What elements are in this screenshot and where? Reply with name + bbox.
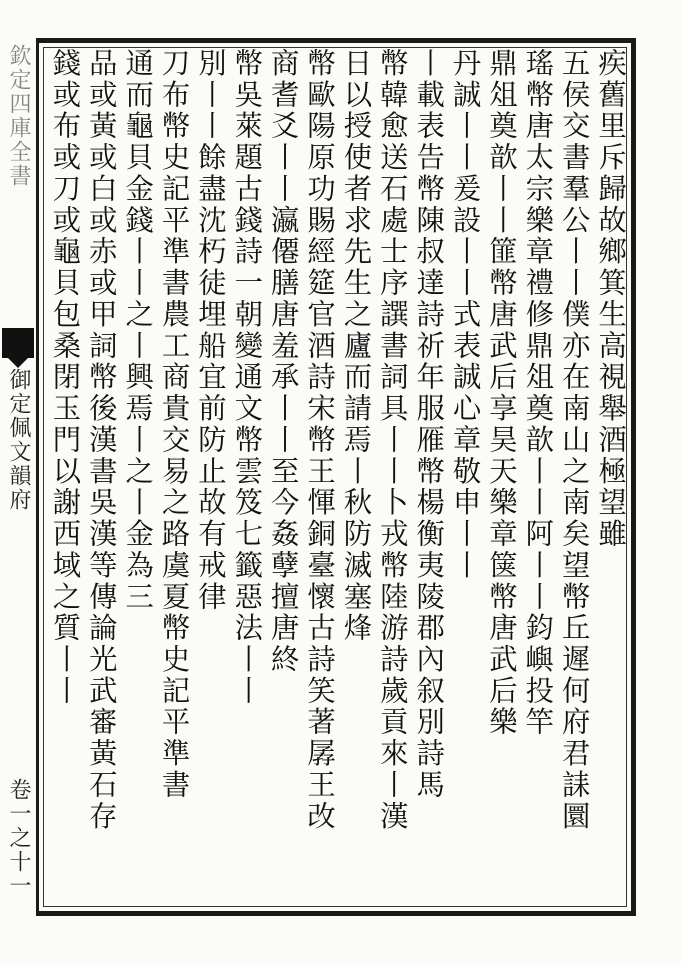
text-column-14: 通而龜貝金錢丨丨之丨興焉丨之丨金為三 — [121, 48, 155, 613]
text-column-2: 五侯交書羣公丨丨僕亦在南山之南矣望幣丘遲何府君誄圜 — [557, 48, 591, 833]
text-column-9: 幣歐陽原功賜經筵官酒詩宋幣王惲銅臺懷古詩笑著孱王改 — [303, 48, 336, 833]
page-number: 卷一之十一 — [6, 778, 31, 898]
book-title: 御定佩文韻府 — [6, 368, 31, 512]
text-column-16: 錢或布或刀或龜貝包桑閉玉門以謝西域之質丨丨 — [48, 48, 82, 707]
text-column-3: 瑤幣唐太宗樂章禮修鼎俎奠歆丨丨阿丨丨鈞嶼投竿 — [521, 48, 555, 739]
text-column-6: 丨載表告幣陳叔達詩祈年服雁幣楊衡夷陵郡內叙別詩馬 — [412, 48, 446, 801]
text-column-8: 日以授使者求先生之廬而請焉丨秋防滅塞烽 — [339, 48, 373, 645]
text-column-15: 品或黃或白或赤或甲詞幣後漢書吳漢等傳論光武審黃石存 — [84, 48, 118, 833]
page-margin — [0, 38, 38, 916]
text-column-4: 鼎俎奠歆丨丨篚幣唐武后享昊天樂章箧幣唐武后樂 — [484, 48, 518, 739]
text-column-12: 別丨丨餘盡沈朽徒埋船宜前防止故有戒律 — [193, 48, 227, 613]
text-column-5: 丹誠丨丨爰設丨丨式表誠心章敬申丨丨 — [448, 48, 482, 582]
text-column-10: 商耆爻丨丨瀛僊膳唐羞承丨丨至今姦孽擅唐終 — [266, 48, 300, 676]
collection-title: 欽定四庫全書 — [6, 44, 31, 188]
text-column-1: 疾舊里斥歸故鄉箕生高視舉酒極望雖 — [594, 48, 627, 550]
text-column-13: 刀布幣史記平準書農工商貴交易之路虞夏幣史記平準書 — [157, 48, 191, 801]
text-column-11: 幣吳萊題古錢詩一朝變通文幣雲笈七籤惡法丨丨 — [230, 48, 264, 707]
text-column-7: 幣韓愈送石處士序譔書詞具丨丨卜戎幣陸游詩歲貢來丨漢 — [375, 48, 409, 833]
fishtail-mark-icon — [2, 328, 34, 358]
